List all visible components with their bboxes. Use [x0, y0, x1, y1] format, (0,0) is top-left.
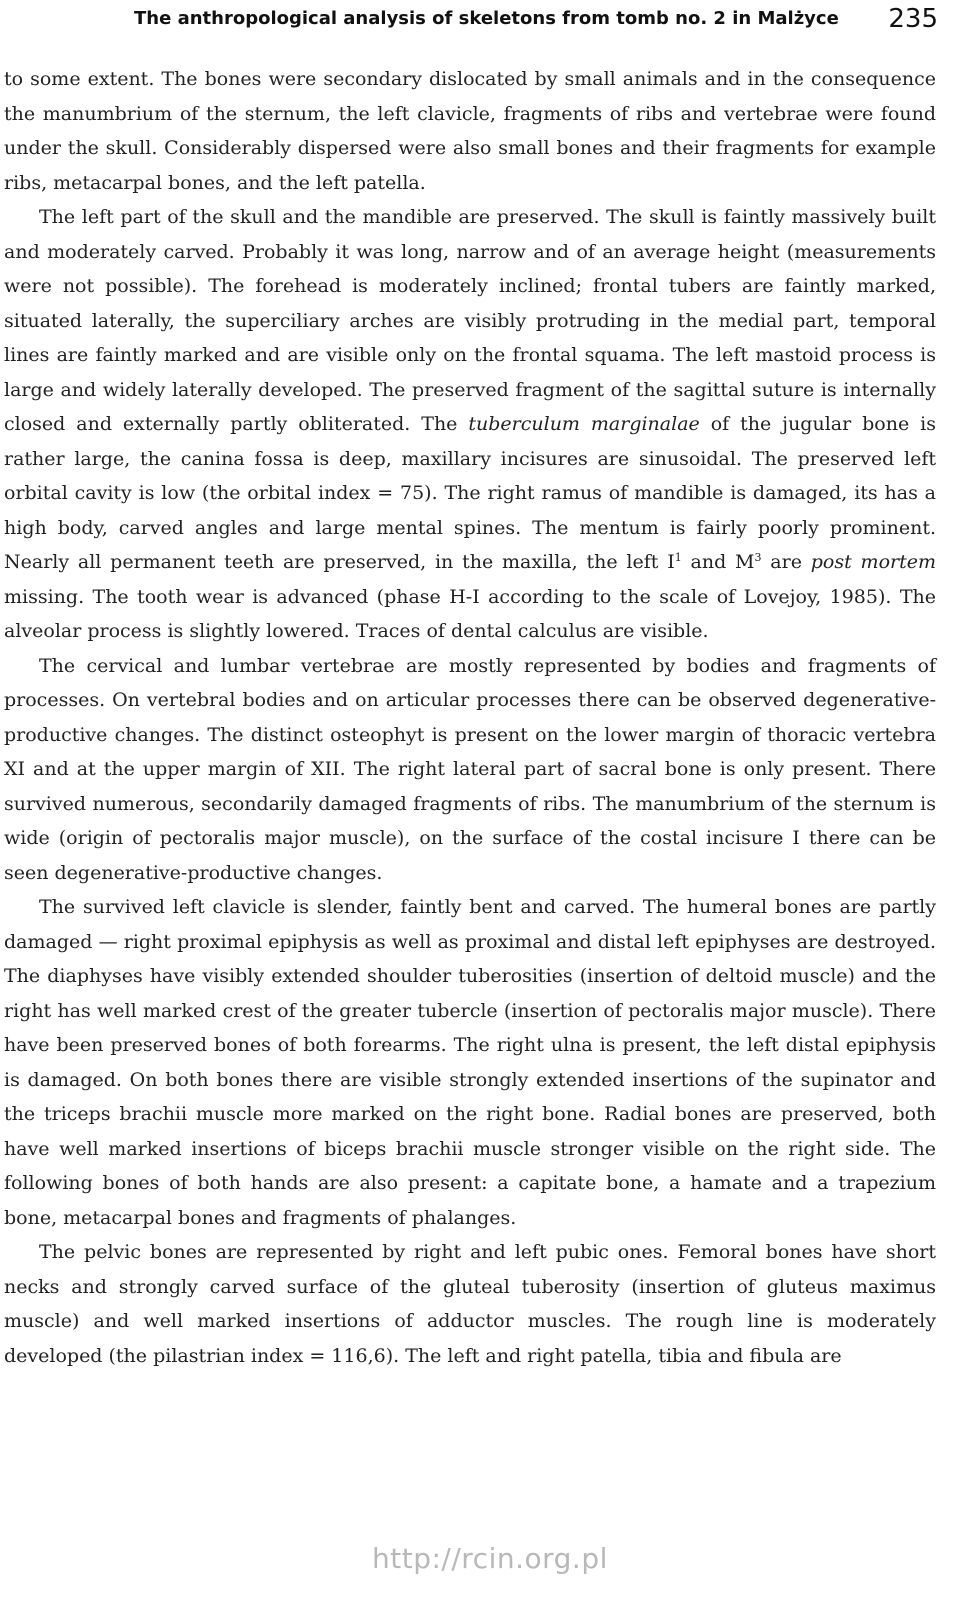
paragraph-2-text-e: missing. The tooth wear is advanced (phase H-I according to the scale of Lovejoy, 1985). The alveolar process is slightly lowered. Traces of dental calculus are visible.: [4, 585, 936, 642]
paragraph-2: [4, 200, 936, 649]
paragraph-2-text-a: The left part of the skull and the mandible are preserved. The skull is faintly massively built and moderately carved. Probably it was long, narrow and of an average height (measurements were not possible). The forehead is moderately inclined; frontal tubers are faintly marked, situated laterally, the superciliary arches are visibly protruding in the medial part, temporal lines are faintly marked and are visible only on the frontal squama. The left mastoid process is large and widely laterally developed. The preserved fragment of the sagittal suture is internally closed and externally partly obliterated. The: [4, 206, 936, 435]
paragraph-1: to some extent. The bones were secondary dislocated by small animals and in the consequence the manumbrium of the sternum, the left clavicle, fragments of ribs and vertebrae were found under the skull. Considerably dispersed were also small bones and their fragments for example ribs, metacarpal bones, and the left patella.: [4, 68, 936, 194]
running-title: The anthropological analysis of skeletons from tomb no. 2 in Malżyce: [134, 8, 839, 29]
body-text: [4, 62, 936, 1373]
paragraph-2-italic-post-mortem: post mortem: [810, 551, 936, 573]
paragraph-2-text-c: and M: [681, 551, 755, 573]
paragraph-5: The pelvic bones are represented by right and left pubic ones. Femoral bones have short necks and strongly carved surface of the gluteal tuberosity (insertion of gluteus maximus muscle) and well marked insertions of adductor muscles. The rough line is moderately developed (the pilastrian index = 116,6). The left and right patella, tibia and fibula are: [4, 1241, 936, 1367]
page-header: [134, 6, 938, 38]
paragraph-4: The survived left clavicle is slender, faintly bent and carved. The humeral bones are partly damaged — right proximal epiphysis as well as proximal and distal left epiphyses are destroyed. The diaphyses have visibly extended shoulder tuberosities (insertion of deltoid muscle) and the right has well marked crest of the greater tubercle (insertion of pectoralis major muscle). There have been preserved bones of both forearms. The right ulna is present, the left distal epiphysis is damaged. On both bones there are visible strongly extended insertions of the supinator and the triceps brachii muscle more marked on the right bone. Radial bones are preserved, both have well marked insertions of biceps brachii muscle stronger visible on the right side. The following bones of both hands are also present: a capitate bone, a hamate and a trapezium bone, metacarpal bones and fragments of phalanges.: [4, 896, 936, 1229]
paragraph-2-text-d: are: [761, 551, 811, 573]
superscript-incisor: 1: [674, 551, 682, 564]
paragraph-3: The cervical and lumbar vertebrae are mostly represented by bodies and fragments of processes. On vertebral bodies and on articular processes there can be observed degenerative-productive changes. The distinct osteophyt is present on the lower margin of thoracic vertebra XI and at the upper margin of XII. The right lateral part of sacral bone is only present. There survived numerous, secondarily damaged fragments of ribs. The manumbrium of the sternum is wide (origin of pectoralis major muscle), on the surface of the costal incisure I there can be seen degenerative-productive changes.: [4, 654, 936, 884]
superscript-molar: 3: [754, 551, 762, 564]
paragraph-2-text-b: of the jugular bone is rather large, the canina fossa is deep, maxillary incisures are sinusoidal. The preserved left orbital cavity is low (the orbital index = 75). The right ramus of mandible is damaged, its has a high body, carved angles and large mental spines. The mentum is fairly poorly prominent. Nearly all permanent teeth are preserved, in the maxilla, the left I: [4, 413, 936, 573]
page-number: 235: [888, 4, 938, 34]
footer-url-watermark: http://rcin.org.pl: [372, 1542, 608, 1575]
paragraph-2-italic-term: tuberculum marginalae: [468, 413, 700, 435]
